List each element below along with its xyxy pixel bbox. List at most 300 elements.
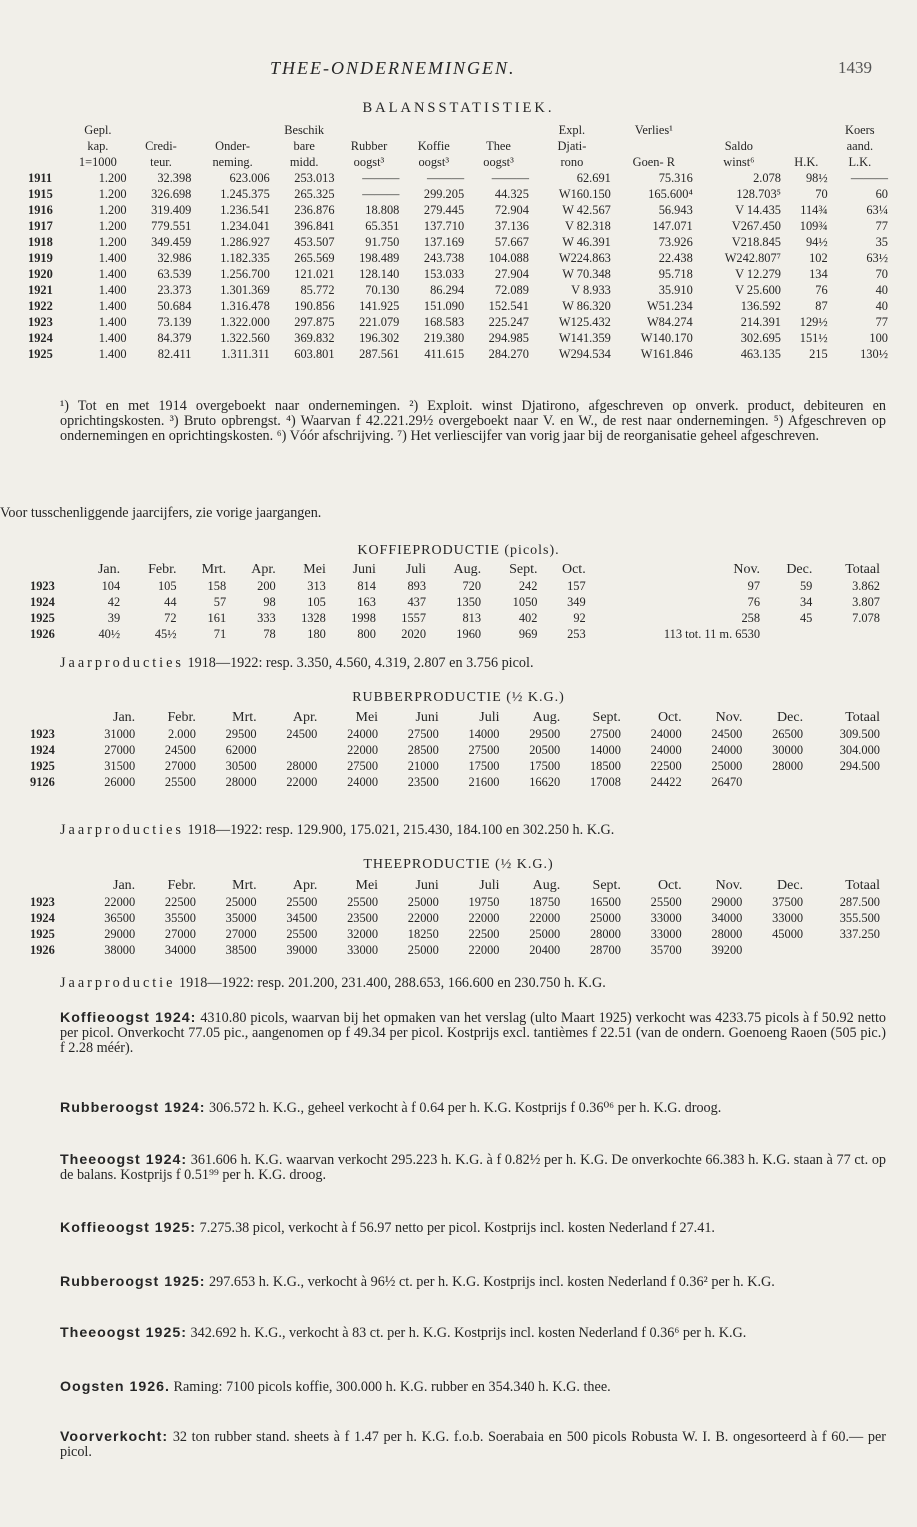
value-cell: 75.316 <box>658 171 693 185</box>
value-cell: 27500 <box>347 759 379 773</box>
koffieoogst-1924-paragraph <box>60 1011 886 1056</box>
rubber-jaarproducties <box>60 823 886 838</box>
rubberoogst-1924-paragraph <box>60 1101 886 1116</box>
paragraph-lead: Theeoogst 1925: <box>60 1325 187 1341</box>
value-cell: 196.302 <box>359 331 400 345</box>
value-cell: 60 <box>875 187 888 201</box>
value-cell: 1.256.700 <box>220 267 270 281</box>
value-cell: 30000 <box>772 743 804 757</box>
value-cell: 265.325 <box>294 187 335 201</box>
header-cell: Saldo <box>724 139 753 153</box>
year-cell: 1923 <box>28 315 53 329</box>
month-header-cell: Dec. <box>777 710 804 725</box>
table-row <box>28 218 890 234</box>
value-cell: 98 <box>263 595 276 609</box>
value-cell: 225.247 <box>488 315 529 329</box>
value-cell: 180 <box>307 627 326 641</box>
month-header-cell: Sept. <box>592 710 621 725</box>
table-header-row <box>30 710 882 726</box>
value-cell: 121.021 <box>294 267 335 281</box>
koffie-title: KOFFIEPRODUCTIE (picols). <box>357 543 560 558</box>
header-cell <box>466 122 531 138</box>
month-header-cell: Juni <box>415 710 439 725</box>
value-cell: W224.863 <box>558 251 611 265</box>
value-cell <box>805 774 882 790</box>
paragraph-lead: Oogsten 1926. <box>60 1379 170 1395</box>
header-cell: Expl. <box>558 123 586 137</box>
value-cell: 129½ <box>799 315 828 329</box>
balans-table <box>28 122 890 362</box>
value-cell: 39000 <box>286 943 318 957</box>
table-row <box>28 234 890 250</box>
voorverkocht-paragraph <box>60 1430 886 1460</box>
value-cell: 95.718 <box>658 267 693 281</box>
year-cell: 1911 <box>28 171 53 185</box>
value-cell: 16500 <box>589 895 621 909</box>
header-cell: midd. <box>289 155 319 169</box>
value-cell: 71 <box>213 627 227 641</box>
value-cell: 33000 <box>650 927 682 941</box>
value-cell: 72.904 <box>494 203 529 217</box>
header-cell <box>401 122 466 138</box>
value-cell: 969 <box>518 627 538 641</box>
header-cell: 1=1000 <box>78 155 117 169</box>
oogsten-1926-paragraph <box>60 1380 886 1395</box>
year-cell: 1925 <box>30 759 55 773</box>
month-header-cell: Aug. <box>453 562 482 577</box>
month-header-cell: Juli <box>479 878 500 893</box>
header-cell: Thee <box>486 139 511 153</box>
value-cell: 22500 <box>468 927 500 941</box>
table-header-row <box>30 878 882 894</box>
value-cell: 165.600⁴ <box>648 187 693 201</box>
value-cell: 40 <box>875 299 888 313</box>
month-header-cell: Juli <box>405 562 427 577</box>
value-cell: 151.090 <box>423 299 465 313</box>
value-cell: V 82.318 <box>564 219 611 233</box>
value-cell: W 86.320 <box>562 299 611 313</box>
value-cell: 1.400 <box>98 299 127 313</box>
year-cell: 1923 <box>30 579 55 593</box>
value-cell: 27000 <box>164 927 196 941</box>
header-cell: Rubber <box>350 139 388 153</box>
value-cell: 113 tot. 11 m. 6530 <box>663 627 761 641</box>
value-cell: 24422 <box>650 775 682 789</box>
month-header-cell: Mrt. <box>232 878 257 893</box>
value-cell: 623.006 <box>229 171 270 185</box>
value-cell: 57.667 <box>494 235 529 249</box>
value-cell: 77 <box>875 315 888 329</box>
value-cell: 25500 <box>347 895 379 909</box>
table-row <box>30 742 882 758</box>
header-cell <box>129 122 194 138</box>
value-cell: 35000 <box>225 911 257 925</box>
value-cell: 161 <box>207 611 227 625</box>
header-cell: Credi- <box>145 139 177 153</box>
value-cell: 24000 <box>650 727 682 741</box>
value-cell: 27500 <box>468 743 500 757</box>
value-cell: 7.078 <box>852 611 880 625</box>
value-cell: 18750 <box>529 895 561 909</box>
value-cell: 29500 <box>225 727 257 741</box>
value-cell: 73.139 <box>157 315 192 329</box>
value-cell: 76 <box>815 283 828 297</box>
header-cell <box>695 122 783 138</box>
value-cell: 65.351 <box>365 219 400 233</box>
value-cell: 26470 <box>711 775 743 789</box>
value-cell: 134 <box>809 267 828 281</box>
value-cell: 1.400 <box>98 347 127 361</box>
value-cell: 28000 <box>772 759 804 773</box>
page-number: 1439 <box>838 58 872 77</box>
value-cell: 1.234.041 <box>220 219 270 233</box>
table-row <box>28 282 890 298</box>
value-cell: 349 <box>567 595 586 609</box>
value-cell: 24500 <box>164 743 196 757</box>
value-cell: W51.234 <box>646 299 693 313</box>
table-row <box>30 594 882 610</box>
header-cell: Verlies¹ <box>634 123 673 137</box>
theeoogst-1924-paragraph <box>60 1153 886 1183</box>
value-cell: 349.459 <box>151 235 192 249</box>
header-cell: Beschik <box>284 123 325 137</box>
header-cell: L.K. <box>848 155 872 169</box>
value-cell: 87 <box>815 299 828 313</box>
value-cell: 29000 <box>711 895 743 909</box>
value-cell: 100 <box>869 331 888 345</box>
value-cell: 25500 <box>650 895 682 909</box>
value-cell: 34500 <box>286 911 318 925</box>
value-cell: 1.400 <box>98 331 127 345</box>
table-row <box>28 314 890 330</box>
value-cell: 1.316.478 <box>220 299 270 313</box>
value-cell: 287.500 <box>839 895 880 909</box>
value-cell: 104 <box>101 579 121 593</box>
value-cell: 63.539 <box>157 267 192 281</box>
table-row <box>30 610 882 626</box>
value-cell: 27.904 <box>494 267 529 281</box>
value-cell: W242.807⁷ <box>724 251 781 265</box>
header-cell: rono <box>560 155 584 169</box>
value-cell: 23500 <box>347 911 379 925</box>
value-cell: 28000 <box>225 775 257 789</box>
value-cell: 1.400 <box>98 315 127 329</box>
value-cell: 42 <box>107 595 121 609</box>
rubber-jaar-label: Jaarproducties <box>60 822 184 838</box>
header-cell: kap. <box>87 139 109 153</box>
value-cell: 22000 <box>529 911 561 925</box>
value-cell: 114¾ <box>800 203 828 217</box>
rubberoogst-1925-paragraph <box>60 1275 886 1290</box>
year-cell: 1922 <box>28 299 53 313</box>
header-cell: H.K. <box>794 155 819 169</box>
value-cell: 76 <box>747 595 761 609</box>
value-cell: 200 <box>257 579 276 593</box>
year-cell: 9126 <box>30 775 55 789</box>
value-cell: 91.750 <box>365 235 400 249</box>
value-cell: 136.592 <box>740 299 781 313</box>
value-cell: 337.250 <box>839 927 880 941</box>
month-header-cell: Nov. <box>715 710 743 725</box>
month-header-cell: Oct. <box>657 710 682 725</box>
value-cell: 304.000 <box>839 743 880 757</box>
value-cell: V267.450 <box>731 219 781 233</box>
value-cell: 437 <box>407 595 427 609</box>
value-cell: 40 <box>875 283 888 297</box>
month-header-cell: Dec. <box>777 878 804 893</box>
value-cell: V 12.279 <box>735 267 781 281</box>
value-cell: 22000 <box>347 743 379 757</box>
month-header-cell: Sept. <box>509 562 538 577</box>
paragraph-lead: Theeoogst 1924: <box>60 1152 188 1168</box>
month-header-cell: Mei <box>355 710 379 725</box>
month-header-cell: Nov. <box>715 878 743 893</box>
value-cell: 284.270 <box>488 347 529 361</box>
value-cell: 62.691 <box>576 171 611 185</box>
value-cell: 30500 <box>225 759 257 773</box>
value-cell: 463.135 <box>740 347 781 361</box>
value-cell: 27000 <box>225 927 257 941</box>
paragraph-body: Raming: 7100 picols koffie, 300.000 h. K.G. rubber en 354.340 h. K.G. thee. <box>173 1379 611 1395</box>
balans-title: BALANSSTATISTIEK. <box>362 100 555 116</box>
value-cell: 25500 <box>164 775 196 789</box>
year-cell: 1915 <box>28 187 53 201</box>
value-cell: 17500 <box>468 759 500 773</box>
value-cell: 1.400 <box>98 251 127 265</box>
value-cell: 35 <box>875 235 888 249</box>
value-cell: 73.926 <box>658 235 693 249</box>
header-cell <box>30 710 76 726</box>
value-cell: 141.925 <box>359 299 400 313</box>
value-cell: 32.398 <box>157 171 192 185</box>
value-cell: W160.150 <box>558 187 611 201</box>
value-cell: 34000 <box>164 943 196 957</box>
table-row <box>28 170 890 186</box>
value-cell: 302.695 <box>740 331 781 345</box>
value-cell: 63½ <box>866 251 888 265</box>
month-header-cell: Nov. <box>733 562 761 577</box>
value-cell: 243.738 <box>423 251 465 265</box>
value-cell: 1.322.560 <box>220 331 270 345</box>
value-cell: 158 <box>207 579 227 593</box>
value-cell: 137.169 <box>423 235 465 249</box>
value-cell: W84.274 <box>646 315 693 329</box>
table-row <box>30 758 882 774</box>
month-header-cell: Jan. <box>113 878 136 893</box>
koffie-jaar-label: Jaarproducties <box>60 655 184 671</box>
value-cell: 24500 <box>711 727 743 741</box>
value-cell: 28700 <box>589 943 621 957</box>
value-cell: 1998 <box>351 611 376 625</box>
theeoogst-1925-paragraph <box>60 1326 886 1341</box>
value-cell: 28500 <box>407 743 439 757</box>
value-cell: 1960 <box>456 627 482 641</box>
value-cell: 137.710 <box>423 219 465 233</box>
month-header-cell: Juli <box>479 710 500 725</box>
header-cell: Goen- R <box>632 155 675 169</box>
paragraph-body: 4310.80 picols, waarvan bij het opmaken van het verslag (ulto Maart 1925) verkocht was 4233.75 picols à f 50.92 netto per picol. Onverkocht 77.05 pic., aangenomen op f 49.34 per picol. Kostprijs excl. tantièmes f 22.51 (van de ondern. Goenoeng Raoen (505 pic.) f 2.28 méér). <box>60 1010 886 1056</box>
balans-note: Voor tusschenliggende jaarcijfers, zie vorige jaargangen. <box>0 505 322 521</box>
value-cell: 33000 <box>650 911 682 925</box>
value-cell: 18500 <box>589 759 621 773</box>
value-cell: 70.130 <box>365 283 400 297</box>
month-header-cell: Juni <box>415 878 439 893</box>
thee-jaarproducties <box>60 976 886 991</box>
paragraph-body: 7.275.38 picol, verkocht à f 56.97 netto per picol. Kostprijs incl. kosten Nederland f 27.41. <box>199 1220 715 1236</box>
value-cell: 20500 <box>529 743 561 757</box>
value-cell: 28000 <box>589 927 621 941</box>
value-cell: 130½ <box>860 347 888 361</box>
value-cell: 32.986 <box>157 251 192 265</box>
value-cell <box>762 626 814 642</box>
value-cell: 84.379 <box>157 331 192 345</box>
value-cell: 27500 <box>589 727 621 741</box>
value-cell: 25500 <box>286 927 318 941</box>
paragraph-lead: Rubberoogst 1925: <box>60 1274 206 1290</box>
value-cell: 814 <box>357 579 376 593</box>
header-cell: oogst³ <box>418 155 450 169</box>
month-header-cell: Jan. <box>97 562 121 577</box>
value-cell: 98½ <box>805 171 828 185</box>
month-header-cell: Mei <box>355 878 379 893</box>
value-cell: 22000 <box>407 911 439 925</box>
value-cell: 18.808 <box>365 203 400 217</box>
header-cell: Djati- <box>557 139 587 153</box>
value-cell: 63¼ <box>866 203 888 217</box>
paragraph-body: 342.692 h. K.G., verkocht à 83 ct. per h. K.G. Kostprijs incl. kosten Nederland f 0.36⁶ per h. K.G. <box>190 1325 747 1341</box>
value-cell: 22000 <box>468 911 500 925</box>
value-cell: 1.322.000 <box>220 315 270 329</box>
value-cell: ——— <box>850 171 888 185</box>
value-cell: 287.561 <box>359 347 400 361</box>
value-cell: 97 <box>747 579 761 593</box>
month-header-cell: Juni <box>352 562 376 577</box>
thee-jaar-label: Jaarproductie <box>60 975 176 991</box>
value-cell: 39200 <box>711 943 743 957</box>
koffie-jaarproducties <box>60 656 886 671</box>
value-cell: 1.200 <box>98 203 127 217</box>
value-cell: 279.445 <box>423 203 465 217</box>
month-header-cell: Mrt. <box>201 562 227 577</box>
year-cell: 1924 <box>30 595 55 609</box>
paragraph-body: 361.606 h. K.G. waarvan verkocht 295.223 h. K.G. à f 0.82½ per h. K.G. De onverkochte 66.383 h. K.G. staan à 77 ct. op de balans. Kostprijs f 0.51⁹⁹ per h. K.G. droog. <box>60 1152 887 1183</box>
table-row <box>28 202 890 218</box>
value-cell: 25000 <box>407 895 439 909</box>
paragraph-body: 306.572 h. K.G., geheel verkocht à f 0.64 per h. K.G. Kostprijs f 0.36⁰⁶ per h. K.G. droog. <box>209 1100 722 1116</box>
header-cell <box>613 138 695 154</box>
year-cell: 1923 <box>30 727 55 741</box>
table-row <box>30 910 882 926</box>
value-cell: 36500 <box>104 911 136 925</box>
value-cell: 28000 <box>711 927 743 941</box>
value-cell: 57 <box>213 595 227 609</box>
value-cell: 56.943 <box>658 203 693 217</box>
value-cell <box>259 742 320 758</box>
value-cell: 33000 <box>347 943 379 957</box>
value-cell: ——— <box>362 187 400 201</box>
header-cell: aand. <box>846 139 874 153</box>
month-header-cell: Mei <box>303 562 326 577</box>
value-cell: 35.910 <box>658 283 693 297</box>
value-cell: 297.875 <box>294 315 335 329</box>
header-cell: teur. <box>150 155 172 169</box>
year-cell: 1923 <box>30 895 55 909</box>
running-title: THEE-ONDERNEMINGEN. <box>270 58 516 78</box>
value-cell: 109¾ <box>799 219 828 233</box>
value-cell: 26500 <box>772 727 804 741</box>
value-cell: 152.541 <box>488 299 529 313</box>
value-cell: 45½ <box>154 627 177 641</box>
value-cell: 72 <box>164 611 177 625</box>
value-cell: 35500 <box>164 911 196 925</box>
value-cell: 27000 <box>164 759 196 773</box>
value-cell: 24000 <box>347 727 379 741</box>
year-cell: 1920 <box>28 267 53 281</box>
value-cell: 265.569 <box>294 251 335 265</box>
table-row <box>28 298 890 314</box>
value-cell <box>744 774 805 790</box>
value-cell: 313 <box>307 579 326 593</box>
value-cell: 779.551 <box>151 219 192 233</box>
header-cell <box>30 562 77 578</box>
value-cell: 215 <box>809 347 828 361</box>
table-row <box>28 266 890 282</box>
koffie-jaar-text: 1918—1922: resp. 3.350, 4.560, 4.319, 2.807 en 3.756 picol. <box>187 655 534 671</box>
value-cell: W294.534 <box>558 347 611 361</box>
month-header-cell: Oct. <box>561 562 586 577</box>
koffieoogst-1925-paragraph <box>60 1221 886 1236</box>
year-cell: 1924 <box>30 911 55 925</box>
value-cell: W 46.391 <box>562 235 611 249</box>
value-cell: 35700 <box>650 943 682 957</box>
value-cell: 151½ <box>799 331 828 345</box>
value-cell: 1.400 <box>98 283 127 297</box>
value-cell: 27000 <box>104 743 136 757</box>
value-cell: 34000 <box>711 911 743 925</box>
value-cell: 86.294 <box>430 283 465 297</box>
header-cell: Koers <box>845 123 875 137</box>
value-cell: 369.832 <box>294 331 335 345</box>
paragraph-lead: Koffieoogst 1924: <box>60 1010 197 1026</box>
value-cell: W 42.567 <box>562 203 611 217</box>
year-cell: 1925 <box>30 611 55 625</box>
month-header-cell: Mrt. <box>232 710 257 725</box>
value-cell: 603.801 <box>294 347 335 361</box>
value-cell: 333 <box>257 611 276 625</box>
month-header-cell: Totaal <box>845 878 880 893</box>
value-cell: 1.400 <box>98 267 127 281</box>
value-cell: 25000 <box>711 759 743 773</box>
value-cell: 27500 <box>407 727 439 741</box>
rubber-title: RUBBERPRODUCTIE (½ K.G.) <box>352 690 565 705</box>
value-cell: 813 <box>462 611 482 625</box>
value-cell: 44 <box>164 595 177 609</box>
table-row <box>30 578 882 594</box>
paragraph-body: 32 ton rubber stand. sheets à f 1.47 per h. K.G. f.o.b. Soerabaia en 500 picols Robusta W. I. B. ongesorteerd à f 60.— per picol. <box>60 1429 886 1460</box>
value-cell: 24000 <box>347 775 379 789</box>
value-cell: 92 <box>573 611 586 625</box>
header-cell <box>28 154 67 170</box>
value-cell: 253 <box>567 627 586 641</box>
header-cell: winst⁶ <box>723 155 755 169</box>
value-cell: 33000 <box>772 911 804 925</box>
header-cell <box>193 122 271 138</box>
header-cell: oogst³ <box>483 155 514 169</box>
table-row <box>28 250 890 266</box>
value-cell: 411.615 <box>424 347 465 361</box>
value-cell: 800 <box>357 627 376 641</box>
table-row <box>30 894 882 910</box>
